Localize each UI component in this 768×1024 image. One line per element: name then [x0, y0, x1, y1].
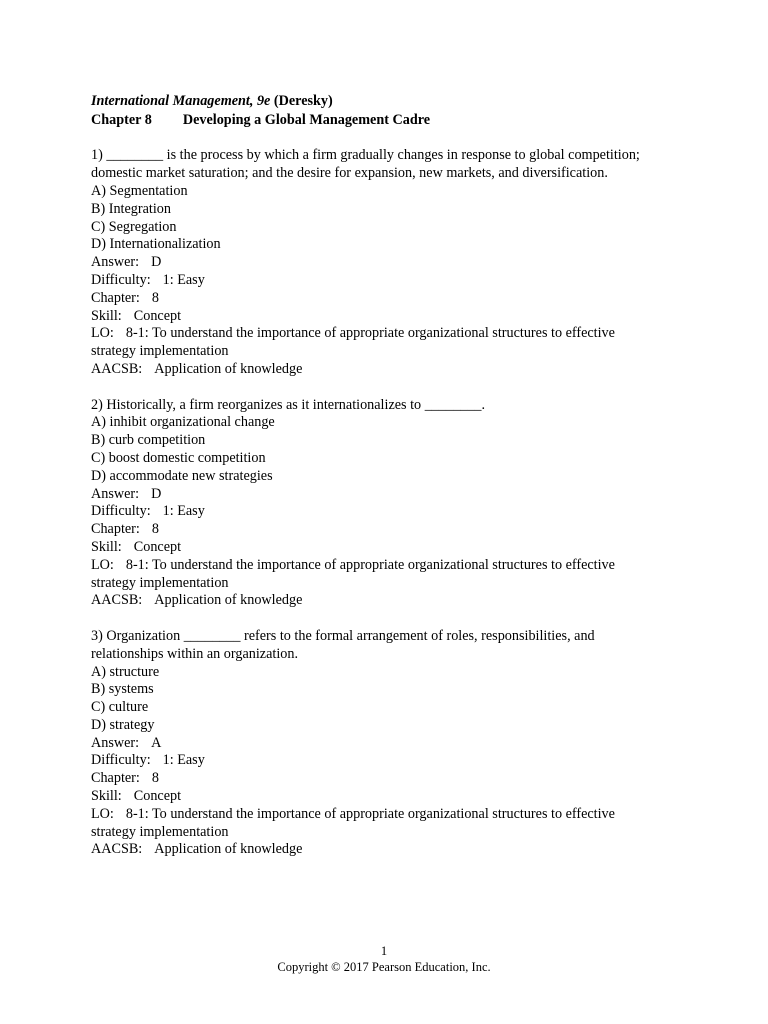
document-page — [91, 93, 691, 859]
aacsb-label: AACSB: — [91, 841, 143, 858]
skill-row — [91, 308, 691, 326]
answer-label: Answer: — [91, 734, 140, 751]
aacsb-label: AACSB: — [91, 360, 143, 377]
difficulty-value: 1: Easy — [162, 271, 205, 288]
book-author: (Deresky) — [273, 93, 333, 109]
lo-value-continued: strategy implementation — [91, 574, 229, 591]
page-footer — [0, 943, 768, 975]
option-b: B) curb competition — [91, 432, 206, 449]
option-a: A) Segmentation — [91, 182, 188, 199]
aacsb-label: AACSB: — [91, 592, 143, 609]
difficulty-value: 1: Easy — [162, 503, 205, 520]
option-c: C) boost domestic competition — [91, 449, 266, 466]
chapter-value: 8 — [151, 770, 159, 787]
answer-row — [91, 254, 691, 272]
lo-label: LO: — [91, 556, 114, 573]
chapter-title: Developing a Global Management Cadre — [182, 111, 431, 128]
question-2 — [91, 397, 691, 611]
option-a: A) inhibit organizational change — [91, 414, 275, 431]
skill-row — [91, 788, 691, 806]
answer-value: A — [151, 734, 162, 751]
copyright-notice: Copyright © 2017 Pearson Education, Inc. — [277, 960, 491, 974]
lo-label: LO: — [91, 805, 114, 822]
difficulty-row — [91, 272, 691, 290]
chapter-label: Chapter 8 — [91, 111, 152, 128]
option-c: C) culture — [91, 699, 149, 716]
aacsb-row — [91, 592, 691, 610]
chapter-row-label: Chapter: — [91, 770, 140, 787]
question-stem: 2) Historically, a firm reorganizes as it internationalizes to ________. — [91, 396, 485, 413]
book-title: International Management, 9e — [91, 93, 271, 109]
chapter-row — [91, 521, 691, 539]
lo-value: 8-1: To understand the importance of appropriate organizational structures to effective — [125, 805, 615, 822]
aacsb-value: Application of knowledge — [154, 360, 303, 377]
answer-value: D — [151, 254, 162, 271]
difficulty-row — [91, 503, 691, 521]
question-stem-continued: relationships within an organization. — [91, 645, 298, 662]
question-stem-continued: domestic market saturation; and the desire for expansion, new markets, and diversification. — [91, 165, 608, 182]
lo-value-continued: strategy implementation — [91, 823, 229, 840]
skill-value: Concept — [133, 538, 182, 555]
option-b: B) Integration — [91, 200, 171, 217]
option-d: D) Internationalization — [91, 236, 221, 253]
skill-row — [91, 539, 691, 557]
lo-label: LO: — [91, 325, 114, 342]
aacsb-value: Application of knowledge — [154, 592, 303, 609]
skill-label: Skill: — [91, 307, 122, 324]
chapter-row-label: Chapter: — [91, 289, 140, 306]
answer-row — [91, 486, 691, 504]
lo-value-continued: strategy implementation — [91, 343, 229, 360]
lo-value: 8-1: To understand the importance of appropriate organizational structures to effective — [125, 556, 615, 573]
option-d: D) strategy — [91, 716, 155, 733]
difficulty-label: Difficulty: — [91, 271, 151, 288]
chapter-row — [91, 290, 691, 308]
skill-label: Skill: — [91, 788, 122, 805]
chapter-value: 8 — [151, 521, 159, 538]
question-1 — [91, 147, 691, 378]
skill-value: Concept — [133, 307, 182, 324]
lo-row — [91, 325, 691, 343]
page-number: 1 — [380, 944, 388, 958]
aacsb-row — [91, 361, 691, 379]
chapter-heading — [91, 112, 691, 130]
chapter-value: 8 — [151, 289, 159, 306]
lo-row — [91, 806, 691, 824]
question-stem: 3) Organization ________ refers to the formal arrangement of roles, responsibilities, and — [91, 627, 595, 644]
option-b: B) systems — [91, 681, 154, 698]
chapter-row — [91, 770, 691, 788]
skill-value: Concept — [133, 788, 182, 805]
aacsb-row — [91, 841, 691, 859]
question-3 — [91, 628, 691, 859]
answer-row — [91, 735, 691, 753]
lo-value: 8-1: To understand the importance of appropriate organizational structures to effective — [125, 325, 615, 342]
difficulty-label: Difficulty: — [91, 752, 151, 769]
skill-label: Skill: — [91, 538, 122, 555]
difficulty-row — [91, 752, 691, 770]
difficulty-value: 1: Easy — [162, 752, 205, 769]
book-heading — [91, 93, 691, 111]
chapter-row-label: Chapter: — [91, 521, 140, 538]
answer-label: Answer: — [91, 254, 140, 271]
option-c: C) Segregation — [91, 218, 177, 235]
aacsb-value: Application of knowledge — [154, 841, 303, 858]
difficulty-label: Difficulty: — [91, 503, 151, 520]
option-a: A) structure — [91, 663, 160, 680]
answer-label: Answer: — [91, 485, 140, 502]
question-stem: 1) ________ is the process by which a firm gradually changes in response to global competition; — [91, 147, 640, 164]
option-d: D) accommodate new strategies — [91, 467, 273, 484]
lo-row — [91, 557, 691, 575]
answer-value: D — [151, 485, 162, 502]
